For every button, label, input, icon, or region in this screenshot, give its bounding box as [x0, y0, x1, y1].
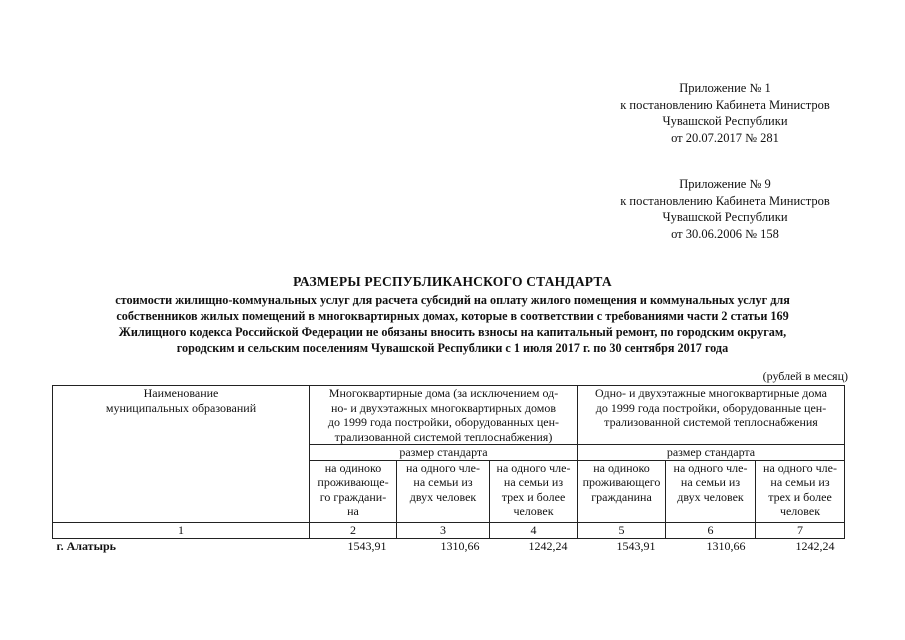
- header-row-groups: [53, 386, 845, 445]
- appendix-1-org: Чувашской Республики: [662, 114, 788, 128]
- table-row: [53, 538, 845, 553]
- appendix-2-ref: к постановлению Кабинета Министров: [620, 193, 830, 208]
- header-family3-b: на одного чле- на семьи из трех и более человек: [756, 460, 845, 522]
- appendix-2-date: от 30.06.2006 № 158: [671, 226, 779, 241]
- appendix-2-block: [560, 176, 890, 242]
- subtitle-line: Жилищного кодекса Российской Федерации не обязаны вносить взносы на капитальный ремонт, по городским округам,: [118, 325, 787, 339]
- column-number: 2: [310, 522, 397, 538]
- header-single-b: на одиноко проживающего гражданина: [578, 460, 666, 522]
- value-cell: 1543,91: [616, 538, 656, 553]
- header-family2-a: на одного чле- на семьи из двух человек: [397, 460, 490, 522]
- column-number: 3: [397, 522, 490, 538]
- document-title: РАЗМЕРЫ РЕСПУБЛИКАНСКОГО СТАНДАРТА: [293, 274, 612, 289]
- appendix-2-org: Чувашской Республики: [662, 210, 788, 224]
- value-cell: 1310,66: [706, 538, 746, 553]
- subtitle-line: собственников жилых помещений в многоквартирных домах, которые в соответствии с требованиями части 2 статьи 169: [116, 309, 789, 323]
- standards-table: [52, 385, 845, 553]
- column-number: 4: [490, 522, 578, 538]
- value-cell: 1310,66: [440, 538, 480, 553]
- column-number: 1: [53, 522, 310, 538]
- header-single-a: на одиноко проживающе- го граждани- на: [310, 460, 397, 522]
- value-cell: 1242,24: [528, 538, 568, 553]
- municipality-name: г. Алатырь: [56, 538, 116, 553]
- header-group-multi-apartment: Многоквартирные дома (за исключением од- но- и двухэтажных многоквартирных домов до 1999 года постройки, оборудованных цен- трализованной системой теплоснабжения): [310, 386, 578, 445]
- document-subtitle: [40, 292, 865, 356]
- header-family3-a: на одного чле- на семьи из трех и более человек: [490, 460, 578, 522]
- appendix-1-ref: к постановлению Кабинета Министров: [620, 97, 830, 112]
- column-number-row: [53, 522, 845, 538]
- header-size-standard-b: размер стандарта: [578, 445, 845, 461]
- appendix-1-date: от 20.07.2017 № 281: [671, 130, 779, 145]
- subtitle-line: стоимости жилищно-коммунальных услуг для расчета субсидий на оплату жилого помещения и коммунальных услуг для: [115, 293, 790, 307]
- appendix-2-number: Приложение № 9: [679, 177, 771, 191]
- value-cell: 1543,91: [347, 538, 387, 553]
- appendix-1-block: [560, 80, 890, 146]
- unit-label: (рублей в месяц): [762, 369, 848, 383]
- column-number: 5: [578, 522, 666, 538]
- column-number: 6: [666, 522, 756, 538]
- appendix-1-number: Приложение № 1: [679, 81, 771, 95]
- header-municipality: Наименование муниципальных образований: [53, 386, 310, 523]
- column-number: 7: [756, 522, 845, 538]
- header-size-standard-a: размер стандарта: [310, 445, 578, 461]
- header-group-low-rise: Одно- и двухэтажные многоквартирные дома до 1999 года постройки, оборудованные цен- трализованной системой теплоснабжения: [578, 386, 845, 445]
- header-family2-b: на одного чле- на семьи из двух человек: [666, 460, 756, 522]
- subtitle-line: городским и сельским поселениям Чувашской Республики с 1 июля 2017 г. по 30 сентября 2017 года: [176, 341, 729, 355]
- value-cell: 1242,24: [795, 538, 835, 553]
